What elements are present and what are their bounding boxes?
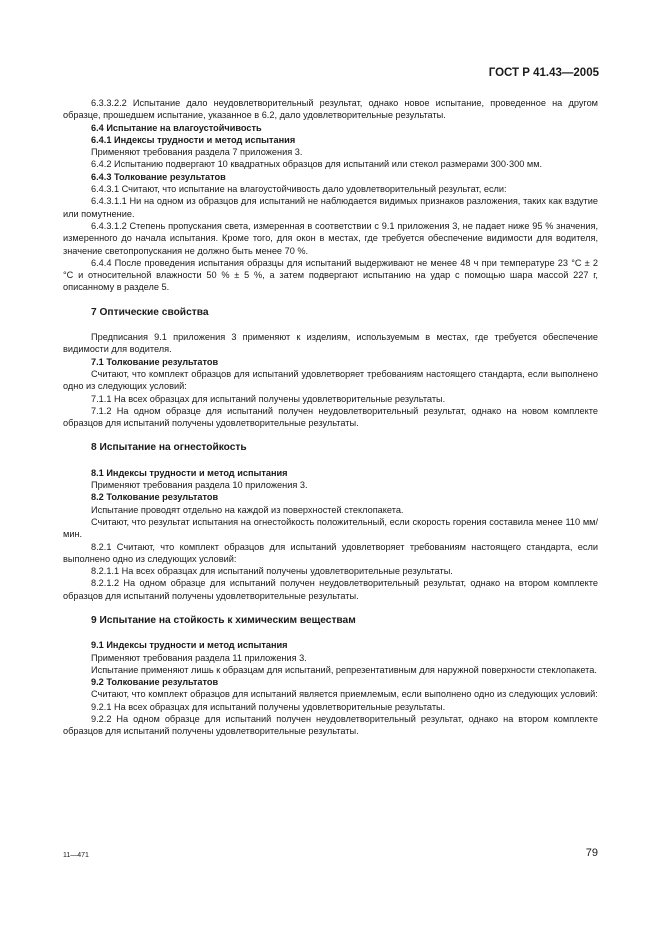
- paragraph: 6.4.4 После проведения испытания образцы для испытаний выдерживают не менее 48 ч при температуре 23 °С ± 2 °С и относительной влажности 50 % ± 5 %, а затем подвергают испытанию на удар с помощью шара массой 227 г, описанному в разделе 5.: [63, 257, 598, 293]
- paragraph: 7.1.2 На одном образце для испытаний получен неудовлетворительный результат, однако на новом комплекте образцов для испытаний получены удовлетворительные результаты.: [63, 405, 598, 429]
- paragraph: Применяют требования раздела 11 приложения 3.: [91, 652, 307, 663]
- paragraph: 6.4.3.1 Считают, что испытание на влагоустойчивость дало удовлетворительный результат, если:: [91, 184, 507, 195]
- subsection-heading: 7.1 Толкование результатов: [91, 356, 219, 367]
- subsection-heading: 8.2 Толкование результатов: [91, 492, 219, 503]
- chapter-heading-7: 7 Оптические свойства: [91, 306, 209, 318]
- paragraph: Считают, что результат испытания на огнестойкость положительный, если скорость горения составила менее 110 мм/мин.: [63, 516, 598, 540]
- print-code: 11—471: [63, 852, 89, 859]
- chapter-heading-8: 8 Испытание на огнестойкость: [91, 442, 247, 454]
- section-heading: 6.4 Испытание на влагоустойчивость: [91, 122, 262, 133]
- paragraph: 6.4.2 Испытанию подвергают 10 квадратных образцов для испытаний или стекол размерами 300·300 мм.: [91, 159, 543, 170]
- paragraph: 9.2.1 На всех образцах для испытаний получены удовлетворительные результаты.: [91, 701, 446, 712]
- subsection-heading: 6.4.1 Индексы трудности и метод испытания: [91, 134, 296, 145]
- paragraph: 6.4.3.1.2 Степень пропускания света, измеренная в соответствии с 9.1 приложения 3, не падает ниже 95 % значения, измеренного до начала испытания. Кроме того, для окон в местах, где требуется обеспечение видимости для водителя, значение светопропускания не должно быть менее 70 %.: [63, 220, 598, 256]
- subsection-heading: 8.1 Индексы трудности и метод испытания: [91, 467, 288, 478]
- paragraph: Считают, что комплект образцов для испытаний удовлетворяет требованиям настоящего стандарта, если выполнено одно из следующих условий:: [63, 368, 598, 392]
- subsection-heading: 6.4.3 Толкование результатов: [91, 171, 226, 182]
- paragraph: Испытание применяют лишь к образцам для испытаний, репрезентативным для наружной поверхности стеклопакета.: [91, 664, 597, 675]
- paragraph: 8.2.1.2 На одном образце для испытаний получен неудовлетворительный результат, однако на втором комплекте образцов для испытаний получены удовлетворительные результаты.: [63, 578, 598, 601]
- chapter-heading-9: 9 Испытание на стойкость к химическим веществам: [91, 614, 356, 626]
- paragraph: Испытание проводят отдельно на каждой из поверхностей стеклопакета.: [91, 504, 404, 515]
- paragraph: 6.3.3.2.2 Испытание дало неудовлетворительный результат, однако новое испытание, проведенное на другом образце, прошедшем испытание, указанное в 6.2, дало удовлетворительные результаты.: [63, 98, 598, 121]
- paragraph: 8.2.1.1 На всех образцах для испытаний получены удовлетворительные результаты.: [91, 566, 453, 577]
- paragraph: Предписания 9.1 приложения 3 применяют к изделиям, используемым в местах, где требуется обеспечение видимости для водителя.: [63, 332, 598, 355]
- paragraph: 9.2.2 На одном образце для испытаний получен неудовлетворительный результат, однако на втором комплекте образцов для испытаний получены удовлетворительные результаты.: [63, 714, 598, 737]
- paragraph: 8.2.1 Считают, что комплект образцов для испытаний удовлетворяет требованиям настоящего стандарта, если выполнено одно из следующих условий:: [63, 541, 598, 564]
- paragraph: Применяют требования раздела 10 приложения 3.: [91, 480, 308, 491]
- subsection-heading: 9.1 Индексы трудности и метод испытания: [91, 640, 288, 651]
- document-header: ГОСТ Р 41.43—2005: [488, 67, 599, 79]
- paragraph: 7.1.1 На всех образцах для испытаний получены удовлетворительные результаты.: [91, 393, 446, 404]
- paragraph: 6.4.3.1.1 Ни на одном из образцов для испытаний не наблюдается видимых признаков разложения, таких как вздутие или помутнение.: [63, 196, 598, 219]
- subsection-heading: 9.2 Толкование результатов: [91, 677, 219, 688]
- page-number: 79: [585, 847, 598, 859]
- paragraph: Применяют требования раздела 7 приложения 3.: [91, 147, 303, 158]
- document-body: [63, 97, 598, 738]
- paragraph: Считают, что комплект образцов для испытаний является приемлемым, если выполнено одно из следующих условий:: [91, 689, 598, 700]
